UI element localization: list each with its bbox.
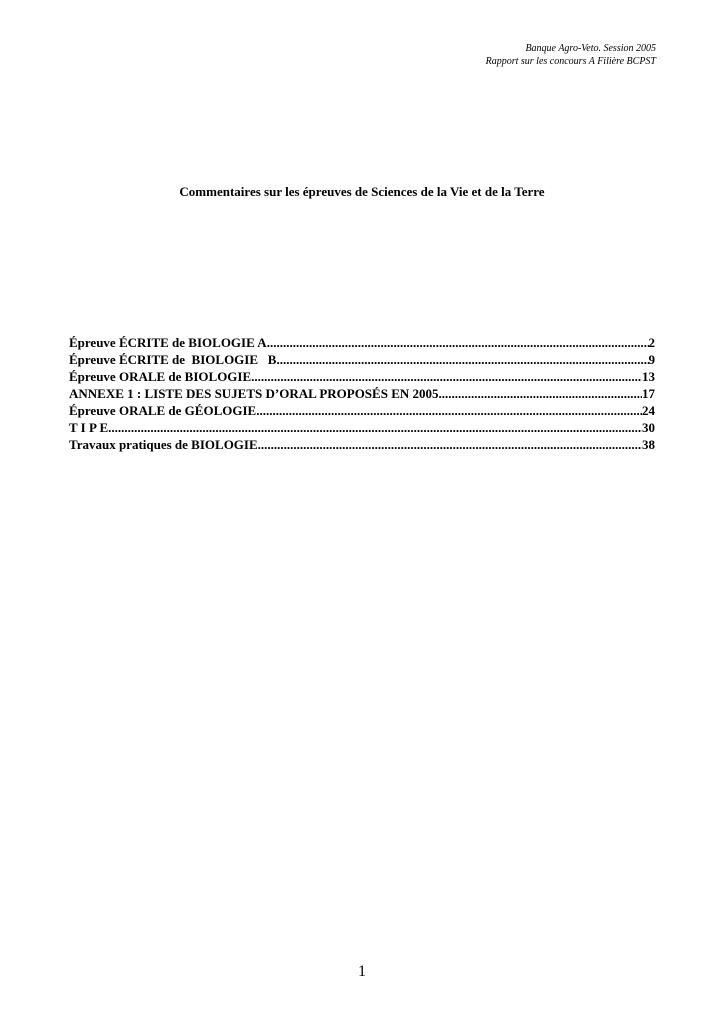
toc-entry-tipe[interactable] (69, 419, 655, 436)
toc-entry-page: 30 (642, 420, 655, 435)
toc-leader-dots (267, 334, 649, 351)
toc-entry-page: 17 (642, 386, 655, 401)
toc-entry-travaux-pratiques[interactable] (69, 436, 655, 453)
toc-entry-label: Épreuve ÉCRITE de BIOLOGIE A (69, 335, 267, 350)
toc-entry-biologie-b[interactable] (69, 351, 655, 368)
header-line-report: Rapport sur les concours A Filière BCPST (485, 56, 656, 67)
toc-entry-annexe-1[interactable] (69, 385, 655, 402)
toc-leader-dots (256, 402, 642, 419)
toc-entry-label: ANNEXE 1 : LISTE DES SUJETS D’ORAL PROPOSÉS EN 2005 (69, 386, 439, 401)
toc-entry-label: Travaux pratiques de BIOLOGIE (69, 437, 258, 452)
toc-entry-page: 9 (648, 352, 655, 367)
table-of-contents (69, 334, 655, 453)
toc-entry-label: Épreuve ÉCRITE de BIOLOGIE B (69, 352, 277, 367)
toc-leader-dots (439, 385, 643, 402)
toc-entry-page: 2 (648, 335, 655, 350)
running-header (486, 42, 656, 68)
document-title: Commentaires sur les épreuves de Sciences de la Vie et de la Terre (179, 184, 545, 199)
toc-entry-page: 13 (642, 369, 655, 384)
toc-entry-orale-geologie[interactable] (69, 402, 655, 419)
toc-entry-label: T I P E (69, 420, 109, 435)
header-line-session: Banque Agro-Veto. Session 2005 (525, 43, 656, 54)
toc-leader-dots (258, 436, 642, 453)
toc-entry-label: Épreuve ORALE de GÉOLOGIE (69, 403, 257, 418)
toc-entry-label: Épreuve ORALE de BIOLOGIE (69, 369, 252, 384)
toc-entry-biologie-a[interactable] (69, 334, 655, 351)
toc-entry-page: 24 (642, 403, 655, 418)
toc-leader-dots (251, 368, 642, 385)
toc-entry-orale-biologie[interactable] (69, 368, 655, 385)
toc-entry-page: 38 (642, 437, 655, 452)
toc-leader-dots (108, 419, 642, 436)
toc-leader-dots (276, 351, 648, 368)
page-number: 1 (358, 963, 366, 980)
